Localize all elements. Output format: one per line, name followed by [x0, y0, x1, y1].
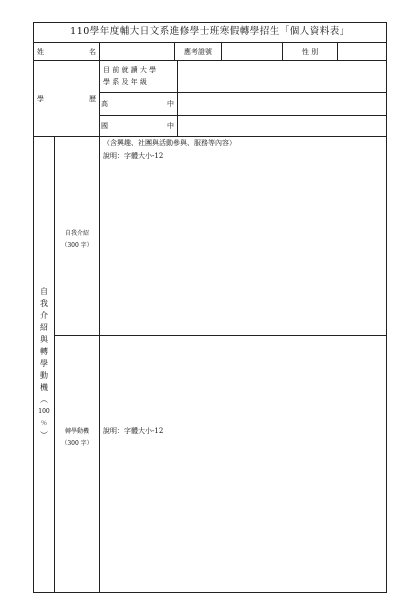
self-intro-label: 自我介紹: [64, 230, 89, 237]
self-intro-hint: （含興趣、社團與活動參與、服務等內容）: [103, 139, 236, 147]
self-intro-textarea[interactable]: [99, 136, 387, 336]
motivation-label: 轉學動機: [64, 428, 89, 435]
motivation-note: 說明：字體大小-12: [103, 427, 164, 435]
junior-high-label-left: 國: [101, 122, 108, 130]
motivation-label-cell: [54, 335, 100, 593]
education-label-left: 學: [37, 95, 44, 103]
education-label-right: 歷: [89, 95, 96, 103]
motivation-limit: （300 字）: [61, 440, 93, 447]
current-school-field[interactable]: [177, 60, 387, 93]
exam-no-label: 應考證號: [184, 48, 212, 56]
section-char: ︶: [40, 431, 48, 440]
section-label: [39, 286, 49, 442]
name-value-field[interactable]: [99, 42, 175, 61]
section-char: 學: [40, 359, 48, 368]
section-char: 100: [38, 408, 50, 415]
name-label-right: 名: [89, 48, 96, 56]
section-char: ％: [40, 420, 47, 427]
current-school-line2: 學 系 及 年 級: [103, 78, 147, 86]
exam-no-value-field[interactable]: [221, 42, 283, 61]
name-label-left: 姓: [37, 48, 44, 56]
section-char: ︵: [40, 395, 48, 404]
junior-high-field[interactable]: [177, 115, 387, 137]
gender-label: 性 別: [301, 48, 319, 56]
high-school-label-right: 中: [167, 100, 174, 108]
section-char: 動: [40, 371, 48, 380]
section-char: 轉: [40, 347, 48, 356]
gender-value-field[interactable]: [337, 42, 387, 61]
section-char: 機: [40, 383, 48, 392]
motivation-textarea[interactable]: [99, 335, 387, 593]
high-school-label-left: 高: [101, 100, 108, 108]
section-char: 自: [40, 287, 48, 296]
section-char: 紹: [40, 323, 48, 332]
current-school-label-cell: [99, 60, 178, 93]
current-school-line1: 目 前 就 讀 大 學: [103, 66, 157, 74]
self-intro-limit: （300 字）: [61, 242, 93, 249]
section-char: 與: [40, 335, 48, 344]
high-school-field[interactable]: [177, 92, 387, 116]
section-char: 介: [40, 311, 48, 320]
junior-high-label-right: 中: [167, 122, 174, 130]
form-title: 110學年度輔大日文系進修學士班寒假轉學招生「個人資料表」: [70, 26, 350, 37]
self-intro-note: 說明：字體大小-12: [103, 152, 164, 160]
section-char: 我: [40, 299, 48, 308]
